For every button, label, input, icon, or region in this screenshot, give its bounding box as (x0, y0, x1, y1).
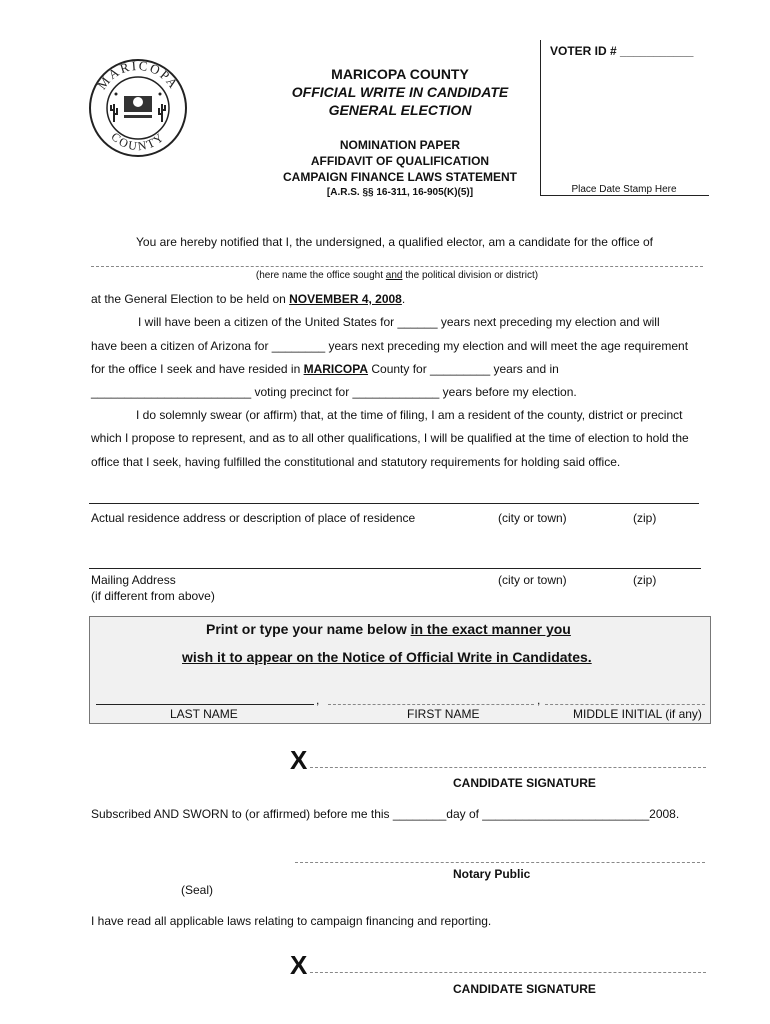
signature-x-mark: X (290, 745, 308, 775)
mailing-sub-label: (if different from above) (91, 589, 215, 603)
mailing-zip-label: (zip) (633, 573, 657, 587)
signature-x-mark-2: X (290, 950, 308, 980)
print-name-instruction-1: Print or type your name below in the exact manner you (206, 621, 571, 637)
date-stamp-label: Place Date Stamp Here (571, 184, 677, 195)
date-stamp-box (540, 40, 709, 196)
residence-zip-label: (zip) (633, 511, 657, 525)
seal-top-text: MARICOPA (94, 58, 182, 93)
middle-initial-field[interactable] (545, 704, 705, 705)
header-county: MARICOPA COUNTY (331, 66, 469, 82)
first-name-label: FIRST NAME (407, 707, 480, 721)
residence-field-line[interactable] (89, 503, 699, 504)
last-name-label: LAST NAME (170, 707, 238, 721)
resided-line: for the office I seek and have resided in MARICOPA County for _________ years and in (91, 362, 559, 376)
notary-seal-label: (Seal) (181, 883, 214, 897)
mailing-city-label: (city or town) (498, 573, 567, 587)
svg-text:MARICOPA (94, 58, 182, 92)
middle-initial-label: MIDDLE INITIAL (if any) (573, 707, 702, 721)
residence-label: Actual residence address or description of place of residence (91, 511, 416, 525)
last-name-field[interactable] (96, 704, 314, 705)
header-affidavit: AFFIDAVIT OF QUALIFICATION (310, 154, 490, 168)
notice-intro: You are hereby notified that I, the undersigned, a qualified elector, am a candidate for the office of (136, 235, 654, 249)
swear-line-3: office that I seek, having fulfilled the constitutional and statutory requirements for holding said office. (91, 455, 621, 469)
header-title: OFFICIAL WRITE IN CANDIDATE (291, 84, 509, 100)
candidate-signature-field-2[interactable] (310, 972, 706, 973)
seal-bottom-text: COUNTY (108, 129, 168, 154)
svg-text:COUNTY (108, 129, 167, 153)
header-nomination: NOMINATION PAPER (339, 138, 461, 152)
citizen-az-line: have been a citizen of Arizona for ________ years next preceding my election and will meet the age requirement (91, 339, 689, 353)
swear-line-2: which I propose to represent, and as to all other qualifications, I will be qualified at the time of election to hold the (91, 431, 689, 445)
election-date: NOVEMBER 4, 2008 (289, 292, 402, 306)
mailing-label: Mailing Address (91, 573, 176, 587)
name-comma-2: , (537, 693, 541, 707)
candidate-signature-label-2: CANDIDATE SIGNATURE (453, 982, 596, 996)
candidate-signature-label: CANDIDATE SIGNATURE (453, 776, 596, 790)
voter-id-label: VOTER ID # ___________ (550, 44, 694, 58)
mailing-field-line[interactable] (89, 568, 701, 569)
resided-county: MARICOPA (303, 362, 369, 376)
swear-line-1: I do solemnly swear (or affirm) that, at the time of filing, I am a resident of the county, district or precinct (136, 408, 683, 422)
first-name-field[interactable] (328, 704, 534, 705)
name-comma-1: , (316, 693, 320, 707)
office-sought-hint: (here name the office sought and the political division or district) (255, 270, 539, 281)
notary-signature-field[interactable] (295, 862, 705, 863)
candidate-signature-field[interactable] (310, 767, 706, 768)
header-election: GENERAL ELECTION (328, 102, 472, 118)
finance-statement: I have read all applicable laws relating to campaign financing and reporting. (91, 914, 492, 928)
election-line: at the General Election to be held on NOVEMBER 4, 2008. (91, 292, 406, 306)
header-campaign: CAMPAIGN FINANCE LAWS STATEMENT (283, 170, 517, 184)
sworn-statement: Subscribed AND SWORN to (or affirmed) before me this ________day of _________________________2008. (91, 807, 680, 821)
notary-public-label: Notary Public (453, 867, 531, 881)
print-name-instruction-2: wish it to appear on the Notice of Official Write in Candidates. (182, 649, 592, 665)
citizen-us-line: I will have been a citizen of the United States for ______ years next preceding my election and will (138, 315, 660, 329)
office-sought-field[interactable] (91, 266, 703, 267)
residence-city-label: (city or town) (498, 511, 567, 525)
precinct-line: ________________________ voting precinct for _____________ years before my election. (91, 385, 577, 399)
county-seal-logo (88, 58, 188, 158)
header-statute: [A.R.S. §§ 16-311, 16-905(K)(5)] (326, 187, 474, 198)
